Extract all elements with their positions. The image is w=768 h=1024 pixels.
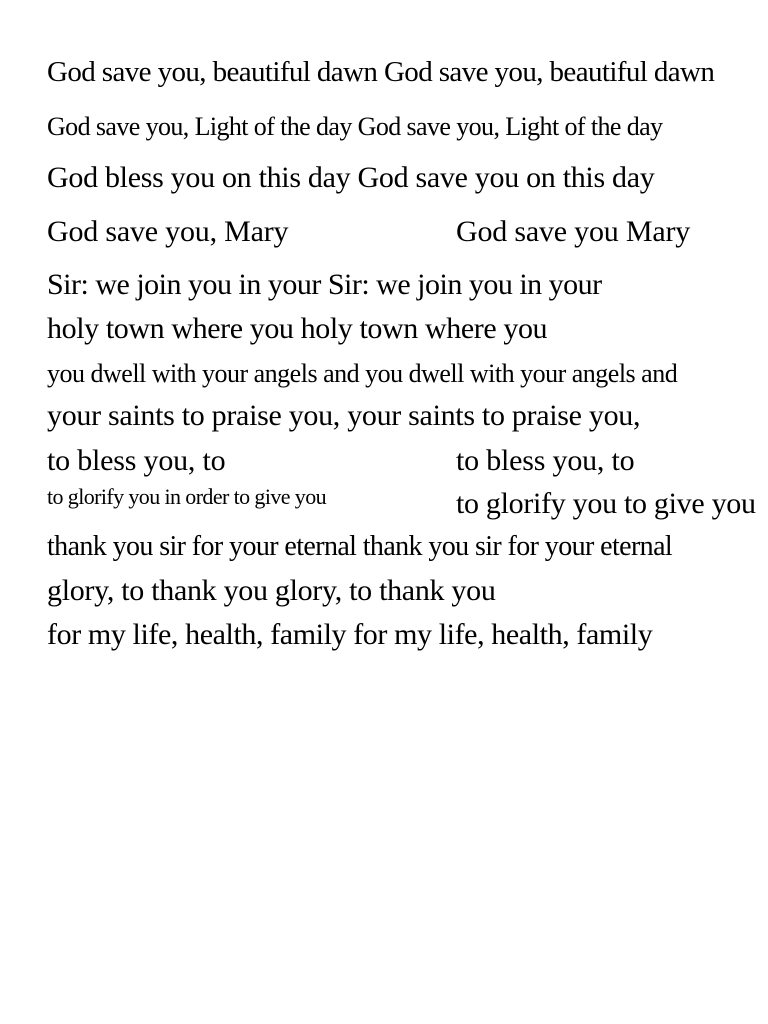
lyric-line-9-right: to bless you, to bbox=[456, 444, 635, 477]
lyric-line-10-left: to glorify you in order to give you bbox=[47, 484, 327, 509]
lyric-line-1: God save you, beautiful dawn God save you, beautiful dawn bbox=[47, 56, 715, 88]
lyric-line-7: you dwell with your angels and you dwell with your angels and bbox=[47, 359, 678, 388]
lyric-line-2: God save you, Light of the day God save you, Light of the day bbox=[47, 112, 663, 141]
lyric-line-3: God bless you on this day God save you on this day bbox=[47, 161, 655, 194]
lyric-line-11: thank you sir for your eternal thank you sir for your eternal bbox=[47, 531, 673, 562]
lyric-line-5: Sir: we join you in your Sir: we join you in your bbox=[47, 268, 602, 301]
lyric-line-8: your saints to praise you, your saints to praise you, bbox=[47, 399, 641, 432]
lyric-line-12: glory, to thank you glory, to thank you bbox=[47, 574, 496, 607]
lyric-line-4-left: God save you, Mary bbox=[47, 215, 289, 248]
lyric-line-4-right: God save you Mary bbox=[456, 215, 691, 248]
lyric-line-9-left: to bless you, to bbox=[47, 444, 226, 477]
lyric-line-10-right: to glorify you to give you bbox=[456, 487, 756, 520]
lyric-line-13: for my life, health, family for my life, health, family bbox=[47, 618, 653, 651]
lyric-line-6: holy town where you holy town where you bbox=[47, 312, 548, 345]
